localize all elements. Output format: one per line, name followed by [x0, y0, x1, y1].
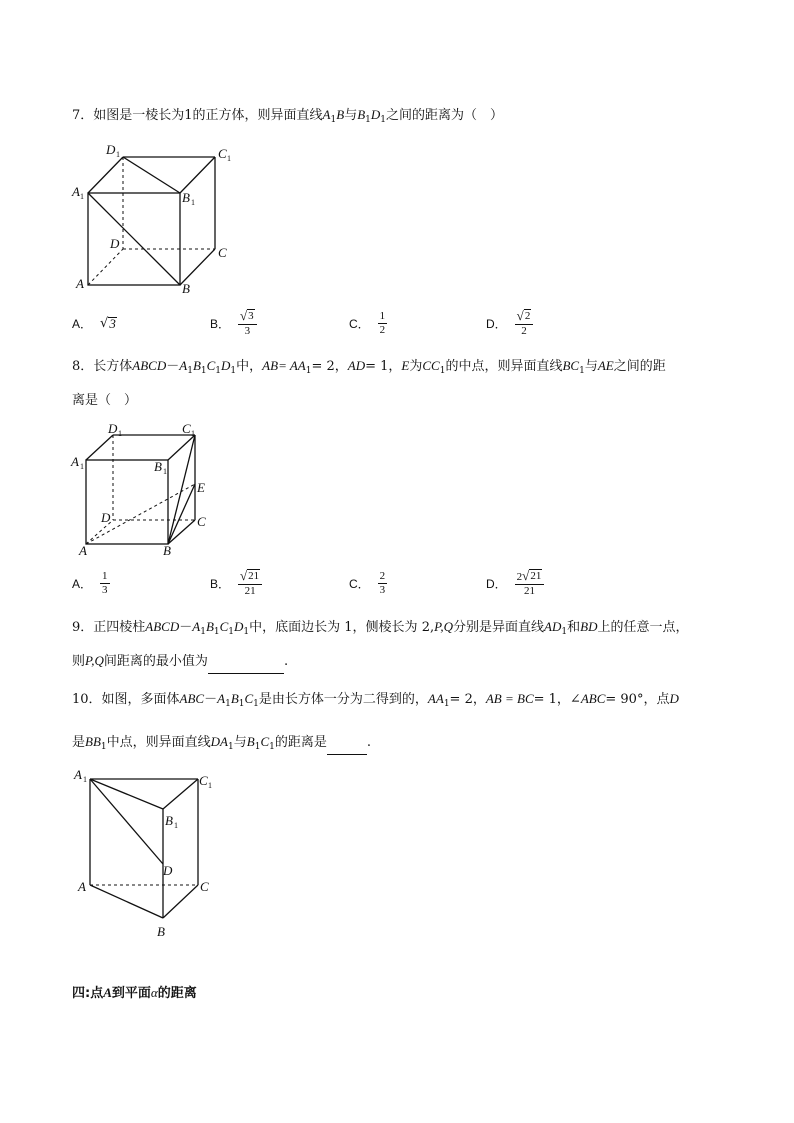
label-b1: B	[182, 190, 190, 205]
q8-stem-line1: 8．长方体$ABCD-A_1B_1C_1D_1$中，$AB= AA_1= 2$，AD= 1，E为$CC_1$的中点，则异面直线$BC_1$与AE之间的距	[72, 358, 666, 376]
q10-answer-blank[interactable]	[327, 736, 367, 755]
label-a1: A	[74, 767, 82, 782]
q9-answer-blank[interactable]	[208, 655, 284, 674]
svg-text:1: 1	[227, 154, 231, 163]
q9-stem-line2: 则P,Q间距离的最小值为 .	[72, 652, 288, 674]
section-heading: 四:点A到平面α的距离	[72, 985, 197, 1001]
label-c1: C	[182, 421, 191, 436]
svg-text:1: 1	[80, 192, 84, 201]
q10-prism-figure	[68, 766, 228, 941]
label-a1: A	[72, 184, 80, 199]
svg-text:1: 1	[191, 198, 195, 207]
label-b: B	[163, 543, 171, 558]
q7-stem: 7．如图是一棱长为1的正方体，则异面直线$A_1B$与$B_1D_1$之间的距离为（ ）	[72, 107, 504, 125]
label-a: A	[79, 543, 87, 558]
label-c1: C	[199, 773, 208, 788]
svg-text:1: 1	[174, 821, 178, 830]
q7-option-c[interactable]: C． $\frac{1}{2}$	[349, 309, 386, 336]
label-d: D	[110, 236, 120, 251]
q9-stem-line1: 9．正四棱柱$ABCD-A_1B_1C_1D_1$中，底面边长为 1，侧棱长为 2,P,Q分别是异面直线$AD_1$和BD上的任意一点，	[72, 619, 689, 637]
label-d: D	[163, 863, 173, 878]
label-a1: A	[71, 454, 79, 469]
q7-cube-figure	[70, 140, 250, 300]
label-a: A	[76, 276, 84, 291]
svg-text:1: 1	[118, 429, 122, 438]
svg-text:1: 1	[116, 150, 120, 159]
q7-option-a[interactable]: A． √ 3	[72, 315, 116, 331]
q8-option-a[interactable]: A． $\frac{1}{3}$	[72, 569, 108, 596]
svg-text:1: 1	[80, 462, 84, 471]
label-d1: D	[106, 142, 116, 157]
q8-stem-line2: 离是（ ）	[72, 393, 138, 408]
label-b1: B	[165, 813, 173, 828]
label-d: D	[101, 510, 111, 525]
q8-option-d[interactable]: D． 2 √ 21 21	[486, 563, 544, 603]
label-c: C	[200, 879, 209, 894]
svg-text:1: 1	[208, 781, 212, 790]
label-c1: C	[218, 146, 227, 161]
q8-option-b[interactable]: B． √ 21 21	[210, 563, 262, 603]
svg-text:1: 1	[163, 467, 167, 476]
label-b: B	[182, 281, 190, 296]
label-d1: D	[108, 421, 118, 436]
label-e: E	[197, 480, 205, 495]
q7-option-d[interactable]: D． √ 2 2	[486, 303, 533, 343]
label-a: A	[78, 879, 86, 894]
svg-text:1: 1	[191, 429, 195, 438]
q10-stem-line1: 10．如图，多面体$ABC-A_1B_1C_1$是由长方体一分为二得到的，$AA_1= 2$，AB = BC= 1，∠ABC= 90°，点D	[72, 691, 679, 709]
q10-stem-line2: 是$BB_1$中点，则异面直线$DA_1$与$B_1C_1$的距离是 .	[72, 733, 371, 756]
q8-option-c[interactable]: C． $\frac{2}{3}$	[349, 569, 386, 596]
q8-options	[72, 563, 672, 603]
label-c: C	[218, 245, 227, 260]
label-b1: B	[154, 459, 162, 474]
label-c: C	[197, 514, 206, 529]
q7-option-b[interactable]: B． √ 3 3	[210, 303, 257, 343]
q8-cuboid-figure	[68, 418, 228, 563]
label-b: B	[157, 924, 165, 939]
svg-text:1: 1	[83, 775, 87, 784]
q7-options	[72, 303, 672, 343]
